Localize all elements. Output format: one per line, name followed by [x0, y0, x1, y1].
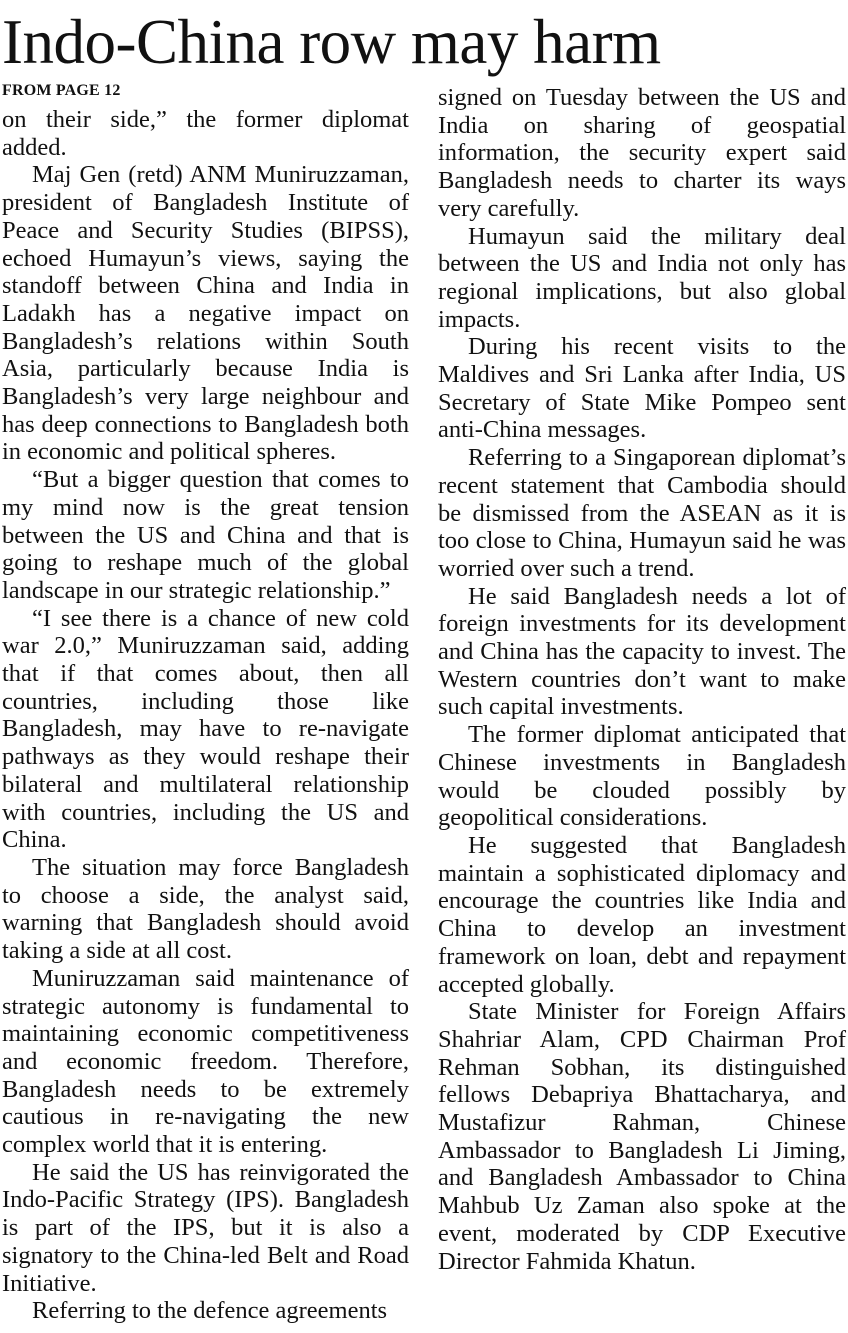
continuation-kicker: FROM PAGE 12 — [2, 82, 121, 99]
paragraph: State Minister for Foreign Affairs Shahriar Alam, CPD Chairman Prof Rehman Sobhan, its distinguished fellows Debapriya Bhattacharya, and Mustafizur Rahman, Chinese Ambassador to Bangladesh Li Jiming, and Bangladesh Ambassador to China Mahbub Uz Zaman also spoke at the event, moderated by CDP Executive Director Fahmida Khatun. — [438, 998, 846, 1275]
paragraph: The situation may force Bangladesh to choose a side, the analyst said, warning that Bangladesh should avoid taking a side at all cost. — [2, 853, 409, 965]
paragraph: Muniruzzaman said maintenance of strategic autonomy is fundamental to maintaining economic competitiveness and economic freedom. Therefore, Bangladesh needs to be extremely cautious in re-navigating the new complex world that it is entering. — [2, 964, 409, 1159]
paragraph: He said Bangladesh needs a lot of foreign investments for its development and China has the capacity to invest. The Western countries don’t want to make such capital investments. — [438, 582, 846, 721]
headline: Indo-China row may harm — [2, 7, 661, 77]
right-column — [438, 84, 846, 1275]
paragraph: He suggested that Bangladesh maintain a sophisticated diplomacy and encourage the countries like India and China to develop an investment framework on loan, debt and repayment accepted globally. — [438, 831, 846, 998]
paragraph: Humayun said the military deal between the US and India not only has regional implications, but also global impacts. — [438, 222, 846, 333]
paragraph: on their side,” the former diplomat added. — [2, 106, 409, 161]
paragraph: He said the US has reinvigorated the Indo-Pacific Strategy (IPS). Bangladesh is part of the IPS, but it is also a signatory to the China-led Belt and Road Initiative. — [2, 1158, 409, 1297]
paragraph: Referring to a Singaporean diplomat’s recent statement that Cambodia should be dismissed from the ASEAN as it is too close to China, Humayun said he was worried over such a trend. — [438, 444, 846, 582]
paragraph: Referring to the defence agreements — [32, 1297, 388, 1325]
paragraph: signed on Tuesday between the US and India on sharing of geospatial information, the security expert said Bangladesh needs to charter its ways very carefully. — [438, 84, 846, 222]
paragraph: “I see there is a chance of new cold war 2.0,” Muniruzzaman said, adding that if that comes about, then all countries, including those like Bangladesh, may have to re-navigate pathways as they would reshape their bilateral and multilateral relationship with countries, including the US and China. — [2, 604, 409, 854]
paragraph: During his recent visits to the Maldives and Sri Lanka after India, US Secretary of State Mike Pompeo sent anti-China messages. — [438, 333, 846, 444]
paragraph: “But a bigger question that comes to my mind now is the great tension between the US and China and that is going to reshape much of the global landscape in our strategic relationship.” — [2, 466, 409, 604]
paragraph: Maj Gen (retd) ANM Muniruzzaman, president of Bangladesh Institute of Peace and Security Studies (BIPSS), echoed Humayun’s views, saying the standoff between China and India in Ladakh has a negative impact on Bangladesh’s relations within South Asia, particularly because India is Bangladesh’s very large neighbour and has deep connections to Bangladesh both in economic and political spheres. — [2, 161, 409, 466]
left-column — [2, 106, 409, 1325]
paragraph: The former diplomat anticipated that Chinese investments in Bangladesh would be clouded possibly by geopolitical considerations. — [438, 721, 846, 832]
